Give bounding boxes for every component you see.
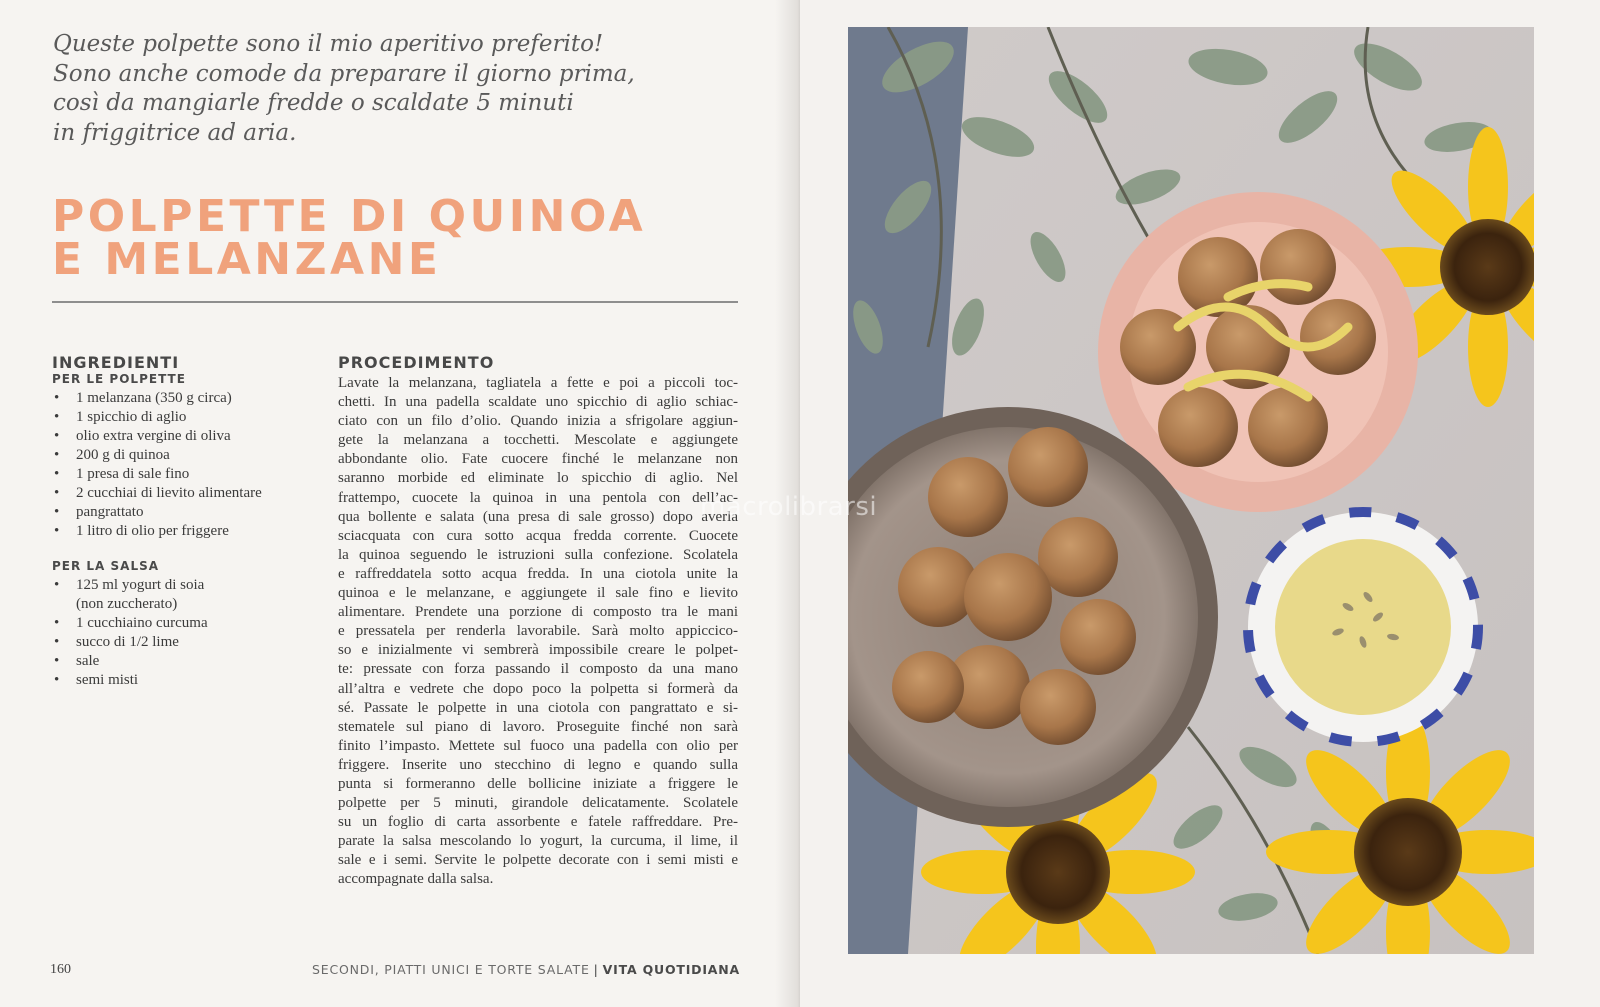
list-item: • 1 presa di sale fino [52,465,312,484]
procedure-line: chetti. In una padella scaldate uno spicchio di aglio schiac- [338,394,738,411]
procedure-line: friggere. Inserite uno stecchino di legno e quando sulla [338,756,738,773]
procedure-line: sale e i semi. Servite le polpette decorate con i semi misti e [338,852,738,869]
procedure-line: su un foglio di carta assorbente e fatele raffreddare. Pre- [338,814,738,831]
procedure-line: all’altra e vedrete che dopo poco la polpetta si formerà da [338,680,738,697]
list-item-continuation: (non zuccherato) [76,596,178,612]
list-item: • 1 litro di olio per friggere [52,522,312,541]
intro-line: Queste polpette sono il mio aperitivo preferito! [53,31,604,57]
sauce-ingredient-list [52,576,312,690]
procedure-line: ciato con un filo d’olio. Quando inizia a sfrigolare aggiun- [338,413,738,430]
sauce-subheading: PER LA SALSA [52,559,160,573]
meatballs-ingredient-list [52,389,312,541]
procedure-line: finito l’impasto. Mettete sul fuoco una padella con olio per [338,737,738,754]
procedure-line: e pressatela per renderla lavorabile. Sarà molto appiccico- [338,623,738,640]
recipe-photo [848,27,1534,954]
title-line: POLPETTE DI QUINOA [52,191,647,242]
list-item: • 125 ml yogurt di soia [52,576,312,595]
spacer [52,541,312,558]
procedure-line: qua bollente e salata (una presa di sale grosso) dopo averla [338,508,738,525]
procedure-text [338,374,738,890]
ingredients-heading: INGREDIENTI [52,353,180,372]
running-footer [312,962,740,977]
intro-line: Sono anche comode da preparare il giorno prima, [53,60,635,87]
list-item: • succo di 1/2 lime [52,633,312,652]
list-item: • 200 g di quinoa [52,446,312,465]
sauce-bowl [1248,512,1478,742]
procedure-line: e raffreddatela sotto acqua fredda. In una ciotola unite la [338,565,738,582]
procedure-line: accompagnate dalla salsa. [338,871,494,888]
page-footer [50,962,740,982]
procedure-line: sé. Passate le polpette in una ciotola con pangrattato e si- [338,699,738,716]
ingredients-column [52,354,312,690]
procedure-line: la quinoa seguendo le istruzioni sulla confezione. Scolatela [338,546,738,563]
list-item: • semi misti [52,671,312,690]
procedure-line: parate la salsa mescolando lo yogurt, la curcuma, il lime, il [338,833,738,850]
procedure-line: polpette per 5 minuti, girandole delicatamente. Scolatele [338,795,738,812]
meatballs-subheading: PER LE POLPETTE [52,372,186,386]
list-item: • sale [52,652,312,671]
intro-line: così da mangiarle fredde o scaldate 5 minuti [53,90,574,116]
section-name: SECONDI, PIATTI UNICI E TORTE SALATE [312,962,590,977]
procedure-line: quinoa e le melanzane, e aggiungete il sale fino e lievito [338,585,738,602]
list-item: • 2 cucchiai di lievito alimentare [52,484,312,503]
list-item: • pangrattato [52,503,312,522]
procedure-line: alimentare. Prendete una porzione di composto tra le mani [338,604,738,621]
watermark: macrolibrarsi [700,492,878,522]
procedure-line: frattempo, cuocete la quinoa in una pentola con dell’ac- [338,489,738,506]
recipe-title [52,191,752,285]
page-number: 160 [50,962,71,977]
footer-separator: | [593,962,599,977]
procedure-line: so e inizialmente vi sembrerà impossibile creare le polpet- [338,642,738,659]
list-item: • 1 melanzana (350 g circa) [52,389,312,408]
procedure-line: gete la melanzana a tocchetti. Mescolate e aggiungete [338,432,738,449]
book-name: VITA QUOTIDIANA [602,962,740,977]
procedure-line: saranno morbide ed eliminate lo spicchio di aglio. Nel [338,470,738,487]
procedure-line: sciacquata con cura sotto acqua fredda corrente. Cuocete [338,527,738,544]
procedure-line: stematele sul piano di lavoro. Proseguite finché non sarà [338,718,738,735]
title-divider [52,301,738,303]
procedure-line: abbondante olio. Fate cuocere finché le melanzane non [338,451,738,468]
list-item: • olio extra vergine di oliva [52,427,312,446]
procedure-line: punta si formeranno delle bollicine iniziate a friggere le [338,775,738,792]
intro-text [53,30,733,148]
procedure-heading: PROCEDIMENTO [338,353,495,372]
list-item: • 1 spicchio di aglio [52,408,312,427]
procedure-line: Lavate la melanzana, tagliatela a fette e poi a piccoli toc- [338,375,738,391]
intro-line: in friggitrice ad aria. [53,119,297,146]
procedure-line: te: pressate con forza passando il composto da una mano [338,661,738,678]
title-line: E MELANZANE [52,234,442,285]
list-item: • 1 cucchiaino curcuma [52,614,312,633]
procedure-column [338,354,738,890]
